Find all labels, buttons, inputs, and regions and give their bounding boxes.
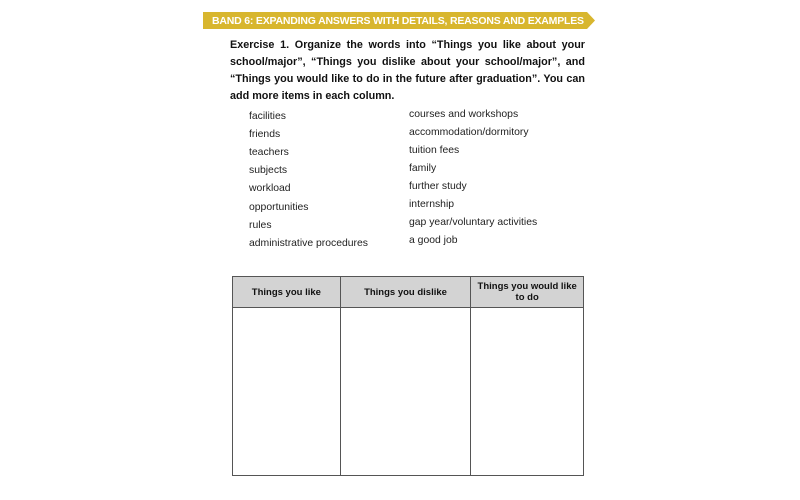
word-item: gap year/voluntary activities — [409, 217, 538, 228]
table-header-row — [233, 277, 584, 308]
word-item: facilities — [249, 111, 286, 122]
word-item: opportunities — [249, 202, 309, 213]
word-item: courses and workshops — [409, 109, 519, 120]
word-item: tuition fees — [409, 145, 460, 156]
word-item: teachers — [249, 147, 289, 158]
band-header — [203, 12, 595, 29]
organizer-table — [232, 276, 584, 476]
answer-cell-would-like[interactable] — [471, 308, 584, 476]
word-item: family — [409, 163, 437, 174]
band-title: BAND 6: EXPANDING ANSWERS WITH DETAILS, REASONS AND EXAMPLES — [212, 14, 584, 27]
answer-cell-like[interactable] — [233, 308, 341, 476]
word-item: internship — [409, 199, 455, 210]
table-row — [233, 308, 584, 476]
word-item: subjects — [249, 165, 288, 176]
answer-cell-dislike[interactable] — [340, 308, 471, 476]
word-item: friends — [249, 129, 281, 140]
word-item: a good job — [409, 235, 458, 246]
header-things-you-dislike: Things you dislike — [340, 277, 471, 308]
word-item: workload — [249, 183, 291, 194]
exercise-instruction: Exercise 1. Organize the words into “Things you like about your school/major”, “Things you dislike about your school/major”, and “Things you would like to do in the future after graduation”. You can add more items in each column. — [230, 39, 585, 102]
word-item: administrative procedures — [249, 238, 368, 249]
header-things-you-like: Things you like — [233, 277, 341, 308]
header-things-you-would-like-to-do: Things you would like to do — [471, 277, 584, 308]
word-item: accommodation/dormitory — [409, 127, 529, 138]
word-item: further study — [409, 181, 467, 192]
word-item: rules — [249, 220, 272, 231]
